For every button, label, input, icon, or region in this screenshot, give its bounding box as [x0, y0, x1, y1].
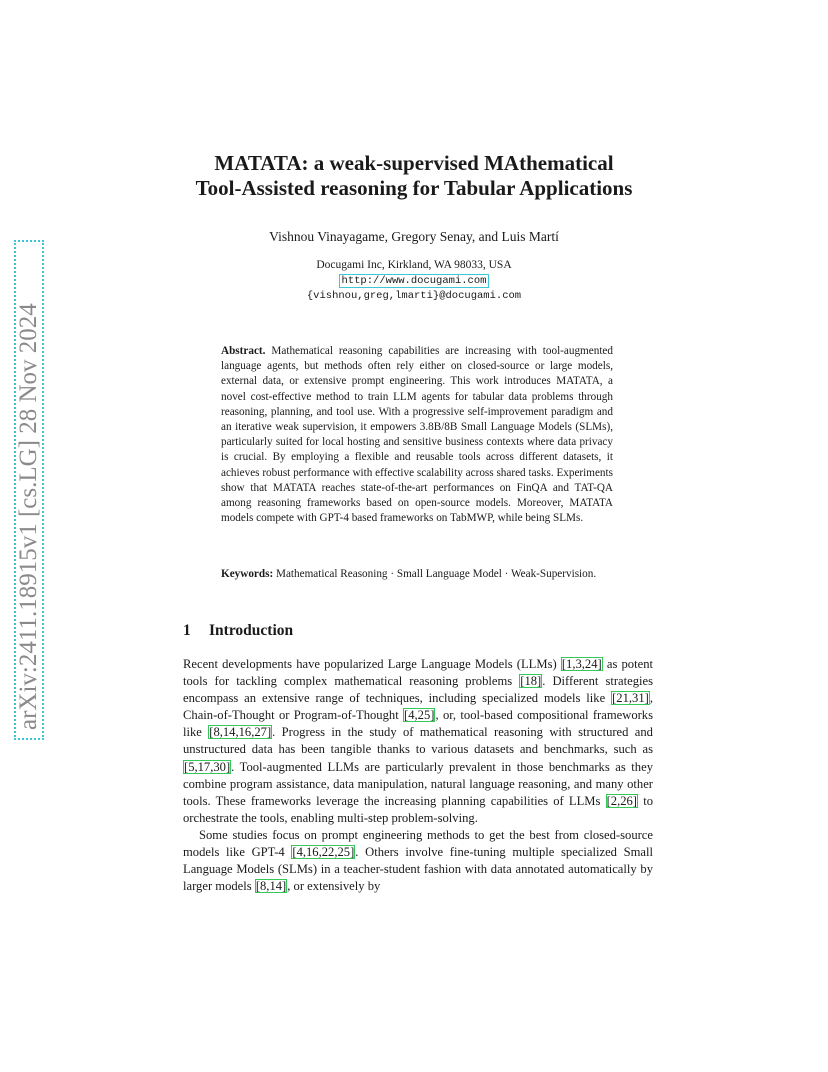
- citation-link[interactable]: [8,14,16,27]: [209, 725, 272, 740]
- title-line-1: MATATA: a weak-supervised MAthematical: [214, 151, 614, 175]
- text-run: . Progress in the study of mathematical reasoning with structured and unstructured data has been tangible thanks to various datasets and benchmarks, such as: [183, 725, 653, 757]
- text-run: . Tool-augmented LLMs are particularly prevalent in those benchmarks as they combine program assistance, data manipulation, natural language reasoning, and many other tools. These frameworks leverage the increasing planning capabilities of LLMs: [183, 759, 653, 808]
- text-run: , Chain-of-Thought or Program-of-Thought: [183, 691, 653, 723]
- citation-link[interactable]: [2,26]: [606, 793, 638, 808]
- section-number: 1: [183, 622, 191, 639]
- text-run: , or extensively by: [287, 879, 381, 894]
- affiliation: Docugami Inc, Kirkland, WA 98033, USA: [316, 259, 512, 271]
- affiliation-block: [140, 258, 688, 304]
- title-line-2: Tool-Assisted reasoning for Tabular Applications: [195, 176, 633, 200]
- citation-link[interactable]: [1,3,24]: [561, 657, 602, 671]
- author-list: Vishnou Vinayagame, Gregory Senay, and Luis Martí: [269, 229, 559, 244]
- paper-title: [140, 151, 688, 201]
- section-title: Introduction: [209, 622, 294, 639]
- keywords-label: Keywords:: [221, 568, 274, 580]
- text-run: Recent developments have popularized Large Language Models (LLMs): [183, 657, 561, 671]
- abstract-label: Abstract.: [221, 345, 266, 357]
- citation-link[interactable]: [5,17,30]: [184, 759, 231, 774]
- citation-link[interactable]: [21,31]: [612, 691, 649, 706]
- citation-link[interactable]: [8,14]: [255, 879, 287, 894]
- citation-link[interactable]: [4,25]: [404, 708, 435, 723]
- section-heading: [183, 622, 653, 640]
- arxiv-identifier-stamp: arXiv:2411.18915v1 [cs.LG] 28 Nov 2024: [14, 240, 44, 740]
- paragraph: [183, 827, 653, 895]
- keywords-text: Mathematical Reasoning · Small Language Model · Weak-Supervision.: [276, 568, 597, 580]
- citation-link[interactable]: [4,16,22,25]: [292, 845, 355, 860]
- text-run: as potent tools for tackling complex mathematical reasoning problems: [183, 657, 653, 689]
- text-run: , or, tool-based compositional frameworks like: [183, 708, 654, 740]
- abstract-text: Mathematical reasoning capabilities are increasing with tool-augmented language agents, but methods often rely either on closed-source or large models, external data, or extensive prompt engineering. This work introduces MATATA, a novel cost-effective method to train LLM agents for tabular data problems through reasoning, planning, and tool use. With a progressive self-improvement paradigm and an iterative weak supervision, it empowers 3.8B/8B Small Language Models (SLMs), particularly suited for local hosting and sensitive business contexts where data privacy is crucial. By employing a flexible and reusable tools across different datasets, it achieves robust performance with effective scalability across shared tasks. Experiments show that MATATA reaches state-of-the-art performances on FinQA and TAT-QA among reasoning frameworks based on open-source models. Moreover, MATATA models compete with GPT-4 based frameworks on TabMWP, while being SLMs.: [221, 345, 613, 525]
- text-run: to orchestrate the tools, enabling multi-step problem-solving.: [183, 793, 653, 825]
- abstract: [221, 344, 613, 526]
- text-run: Some studies focus on prompt engineering methods to get the best from closed-source models like GPT-4: [183, 827, 653, 860]
- keywords: [221, 567, 613, 582]
- website-link[interactable]: http://www.docugami.com: [339, 274, 490, 288]
- paragraph: [183, 656, 653, 827]
- author-emails: {vishnou,greg,lmarti}@docugami.com: [306, 290, 522, 302]
- section-body: [183, 656, 653, 895]
- text-run: . Different strategies encompass an extensive range of techniques, including specialized models like: [183, 674, 653, 706]
- text-run: . Others involve fine-tuning multiple specialized Small Language Models (SLMs) in a teacher-student fashion with data annotated automatically by larger models: [183, 845, 653, 894]
- citation-link[interactable]: [18]: [520, 674, 542, 689]
